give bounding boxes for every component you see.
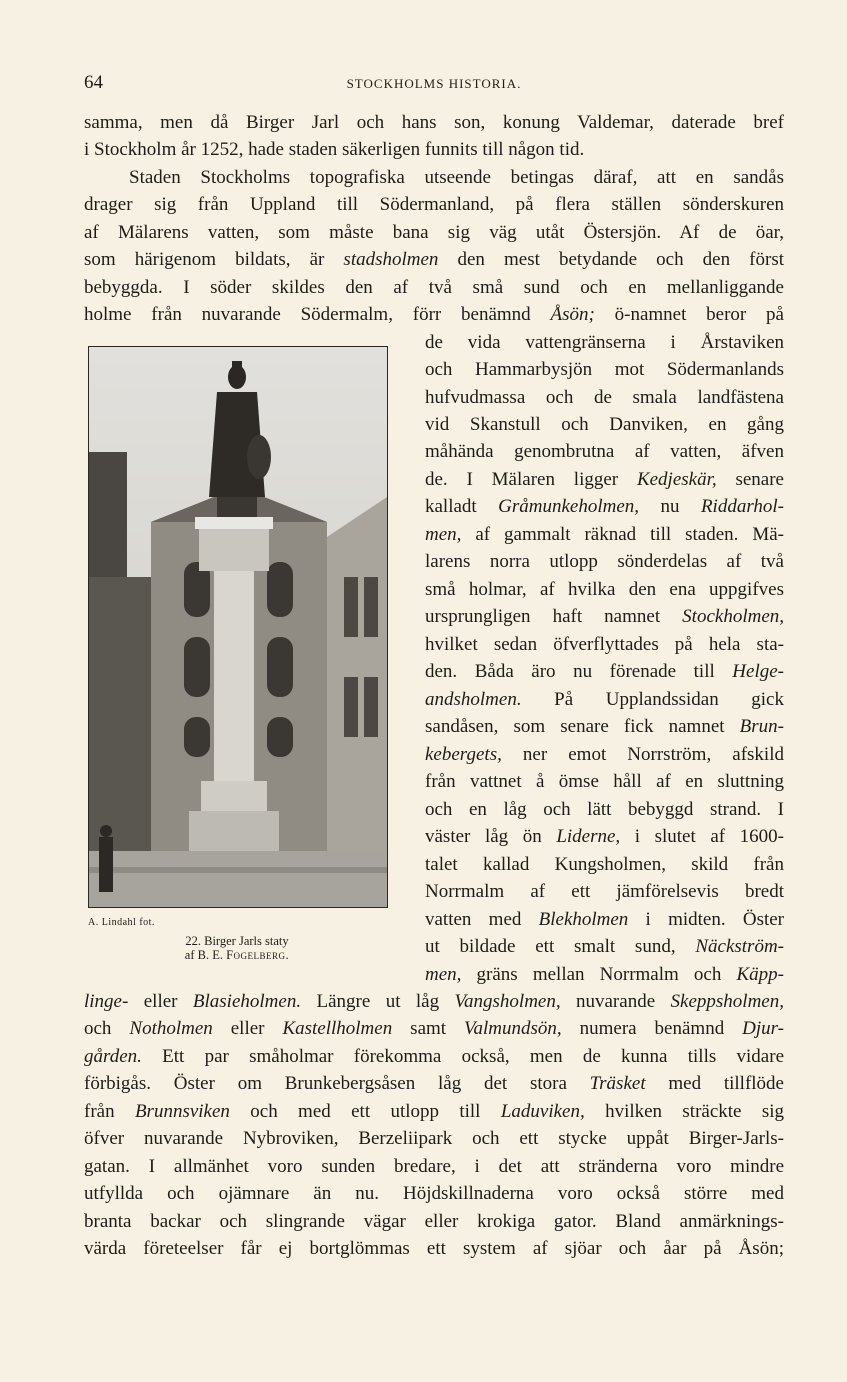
text-line: öfver nuvarande Nybroviken, Berzeliipark och ett stycke uppåt Birger-Jarls- <box>84 1128 784 1149</box>
caption-title: 22. Birger Jarls staty <box>185 934 289 948</box>
text-line: hvilket sedan öfverflyttades på hela sta- <box>425 634 784 655</box>
text-line: drager sig från Uppland till Södermanland, på flera ställen sönderskuren <box>84 194 784 215</box>
text-line: och en låg och lätt bebyggd strand. I <box>425 799 784 820</box>
text-line: i Stockholm år 1252, hade staden säkerligen funnits till någon tid. <box>84 139 585 160</box>
text-line: förbigås. Öster om Brunkebergsåsen låg det stora Träsket med tillflöde <box>84 1073 784 1094</box>
text-line: andsholmen. På Upplandssidan gick <box>425 689 784 710</box>
text-line: den. Båda äro nu förenade till Helge- <box>425 661 784 682</box>
statue-photograph <box>88 346 388 908</box>
text-line: sandåsen, som senare fick namnet Brun- <box>425 716 784 737</box>
text-line: ut bildade ett smalt sund, Näckström- <box>425 936 784 957</box>
text-line: branta backar och slingrande vägar eller krokiga gator. Bland anmärknings- <box>84 1211 784 1232</box>
text-line: värda företeelser får ej bortglömmas ett system af sjöar och åar på Åsön; <box>84 1238 784 1259</box>
statue-illustration <box>89 347 387 907</box>
text-line: larens norra utlopp sönderdelas af två <box>425 551 784 572</box>
page-number: 64 <box>84 72 103 93</box>
text-line: Norrmalm af ett jämförelsevis bredt <box>425 881 784 902</box>
text-line: Staden Stockholms topografiska utseende betingas däraf, att en sandås <box>129 167 784 188</box>
text-line: holme från nuvarande Södermalm, förr benämnd Åsön; ö-namnet beror på <box>84 304 784 325</box>
text-line: som härigenom bildats, är stadsholmen den mest betydande och den först <box>84 249 784 270</box>
caption-artist: Fogelberg. <box>226 948 290 962</box>
text-line: kebergets, ner emot Norrström, afskild <box>425 744 784 765</box>
text-line: måhända genombrutna af vatten, äfven <box>425 441 784 462</box>
text-line: de. I Mälaren ligger Kedjeskär, senare <box>425 469 784 490</box>
page-header <box>84 72 784 96</box>
text-line: från vattnet å ömse håll af en sluttning <box>425 771 784 792</box>
text-line: vid Skanstull och Danviken, en gång <box>425 414 784 435</box>
text-line: talet kallad Kungsholmen, skild från <box>425 854 784 875</box>
text-line: linge- eller Blasieholmen. Längre ut låg Vangsholmen, nuvarande Skeppsholmen, <box>84 991 784 1012</box>
figure-caption <box>88 934 386 962</box>
text-line: de vida vattengränserna i Årstaviken <box>425 332 784 353</box>
text-line: samma, men då Birger Jarl och hans son, konung Valdemar, daterade bref <box>84 112 784 133</box>
text-line: små holmar, af hvilka den ena uppgifves <box>425 579 784 600</box>
caption-artist-line: af B. E. Fogelberg. <box>184 948 290 962</box>
text-line: från Brunnsviken och med ett utlopp till Laduviken, hvilken sträckte sig <box>84 1101 784 1122</box>
text-line: och Notholmen eller Kastellholmen samt Valmundsön, numera benämnd Djur- <box>84 1018 784 1039</box>
text-line: och Hammarbysjön mot Södermanlands <box>425 359 784 380</box>
text-line: af Mälarens vatten, som måste bana sig väg utåt Östersjön. Af de öar, <box>84 222 784 243</box>
text-line: gården. Ett par småholmar förekomma också, men de kunna tills vidare <box>84 1046 784 1067</box>
text-line: utfyllda och ojämnare än nu. Höjdskillnaderna voro också större med <box>84 1183 784 1204</box>
text-line: ursprungligen haft namnet Stockholmen, <box>425 606 784 627</box>
photo-credit: A. Lindahl fot. <box>88 917 155 928</box>
text-line: hufvudmassa och de smala landfästena <box>425 387 784 408</box>
text-line: bebyggda. I söder skildes den af två små sund och en mellanliggande <box>84 277 784 298</box>
text-line: men, af gammalt räknad till staden. Mä- <box>425 524 784 545</box>
running-title: STOCKHOLMS HISTORIA. <box>346 76 522 91</box>
text-line: kalladt Gråmunkeholmen, nu Riddarhol- <box>425 496 784 517</box>
text-line: vatten med Blekholmen i midten. Öster <box>425 909 784 930</box>
text-line: väster låg ön Liderne, i slutet af 1600- <box>425 826 785 847</box>
text-line: gatan. I allmänhet voro sunden bredare, i det att stränderna voro mindre <box>84 1156 784 1177</box>
text-line: men, gräns mellan Norrmalm och Käpp- <box>425 964 784 985</box>
